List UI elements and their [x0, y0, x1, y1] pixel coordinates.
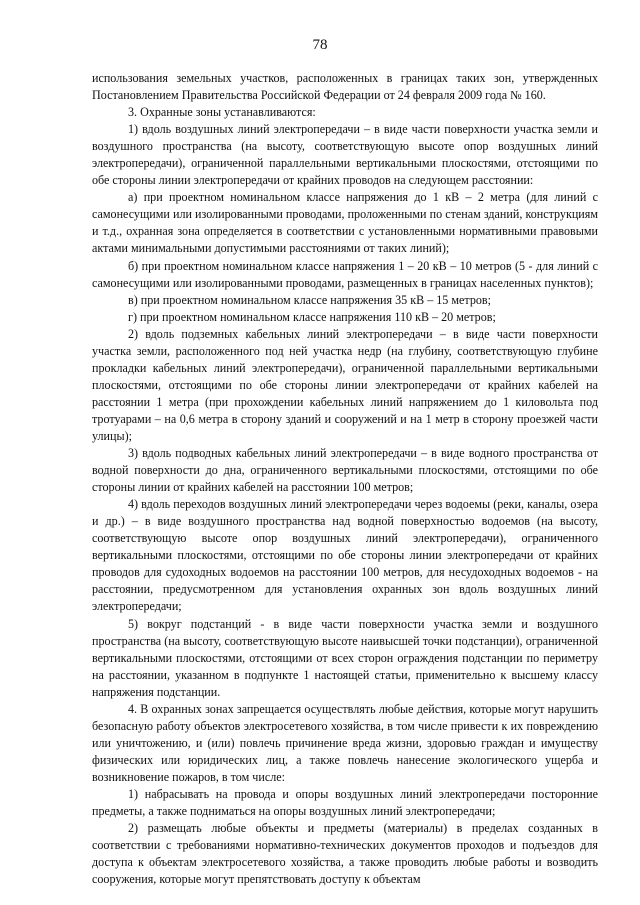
paragraph-subitem-b: б) при проектном номинальном классе напряжения 1 – 20 кВ – 10 метров (5 - для линий с самонесущими или изолированными проводами, размещенных в границах населенных пунктов);: [92, 258, 598, 290]
paragraph-subitem-g: г) при проектном номинальном классе напряжения 110 кВ – 20 метров;: [128, 309, 496, 324]
paragraph-subitem-a: а) при проектном номинальном классе напряжения до 1 кВ – 2 метра (для линий с самонесущими или изолированными проводами, проложенными по стенам зданий, конструкциям и т.д., охранная зона определяется в соответствии с установленными нормативными правовыми актами минимальными допустимыми расстояниями от таких линий);: [92, 190, 598, 256]
paragraph-subitem-4: 4) вдоль переходов воздушных линий электропередачи через водоемы (реки, каналы, озера и др.) – в виде воздушного пространства над водной поверхностью водоемов (на высоту, соответствующую высоте опор воздушных линий электропередачи), ограниченного вертикальными плоскостями, отстоящими по обе стороны линии электропередачи от крайних проводов для судоходных водоемов на расстоянии 100 метров, для несудоходных водоемов - на расстоянии, предусмотренном для установления охранных зон вдоль воздушных линий электропередачи;: [92, 497, 598, 614]
paragraph-continuation: использования земельных участков, расположенных в границах таких зон, утвержденных Постановлением Правительства Российской Федерации от 24 февраля 2009 года № 160.: [92, 71, 598, 103]
paragraph-prohibition-1: 1) набрасывать на провода и опоры воздушных линий электропередачи посторонние предметы, а также подниматься на опоры воздушных линий электропередачи;: [92, 786, 598, 819]
paragraph-subitem-2: 2) вдоль подземных кабельных линий электропередачи – в виде части поверхности участка земли, расположенного под ней участка недр (на глубину, соответствующую глубине прокладки кабельных линий электропередачи), ограниченной параллельными вертикальными плоскостями, отстоящими по обе стороны линии электропередачи от крайних кабелей на расстоянии 1 метра (при прохождении кабельных линий напряжением до 1 киловольта под тротуарами – на 0,6 метра в сторону зданий и сооружений и на 1 метр в сторону проезжей части улицы);: [92, 326, 598, 443]
paragraph-subitem-3: 3) вдоль подводных кабельных линий электропередачи – в виде водного пространства от водной поверхности до дна, ограниченного вертикальными плоскостями, отстоящими по обе стороны линии от крайних кабелей на расстоянии 100 метров;: [92, 446, 598, 495]
paragraph-subitem-v: в) при проектном номинальном классе напряжения 35 кВ – 15 метров;: [128, 292, 491, 307]
paragraph-prohibition-2: 2) размещать любые объекты и предметы (материалы) в пределах созданных в соответствии с требованиями нормативно-технических документов проходов и подъездов для доступа к объектам электросетевого хозяйства, а также проводить любые работы и возводить сооружения, которые могут препятствовать доступу к объектам: [92, 821, 598, 887]
paragraph-subitem-5: 5) вокруг подстанций - в виде части поверхности участка земли и воздушного пространства (на высоту, соответствующую высоте наивысшей точки подстанции), ограниченной вертикальными плоскостями, отстоящими от всех сторон ограждения подстанции по периметру на расстоянии, указанном в подпункте 1 настоящей статьи, применительно к высшему классу напряжения подстанции.: [92, 616, 598, 699]
paragraph-item-4: 4. В охранных зонах запрещается осуществлять любые действия, которые могут нарушить безопасную работу объектов электросетевого хозяйства, в том числе привести к их повреждению или уничтожению, и (или) повлечь причинение вреда жизни, здоровью граждан и имуществу физических или юридических лиц, а также повлечь нанесение экологического ущерба и возникновение пожаров, в том числе:: [92, 701, 598, 784]
page-number: 78: [312, 37, 328, 53]
paragraph-subitem-1: 1) вдоль воздушных линий электропередачи – в виде части поверхности участка земли и воздушного пространства (на высоту, соответствующую высоте опор воздушных линий электропередачи), ограниченной параллельными вертикальными плоскостями, отстоящими по обе стороны линии электропередачи от крайних проводов на следующем расстоянии:: [92, 122, 598, 188]
document-body: [92, 70, 598, 888]
paragraph-item-3: 3. Охранные зоны устанавливаются:: [128, 105, 316, 120]
